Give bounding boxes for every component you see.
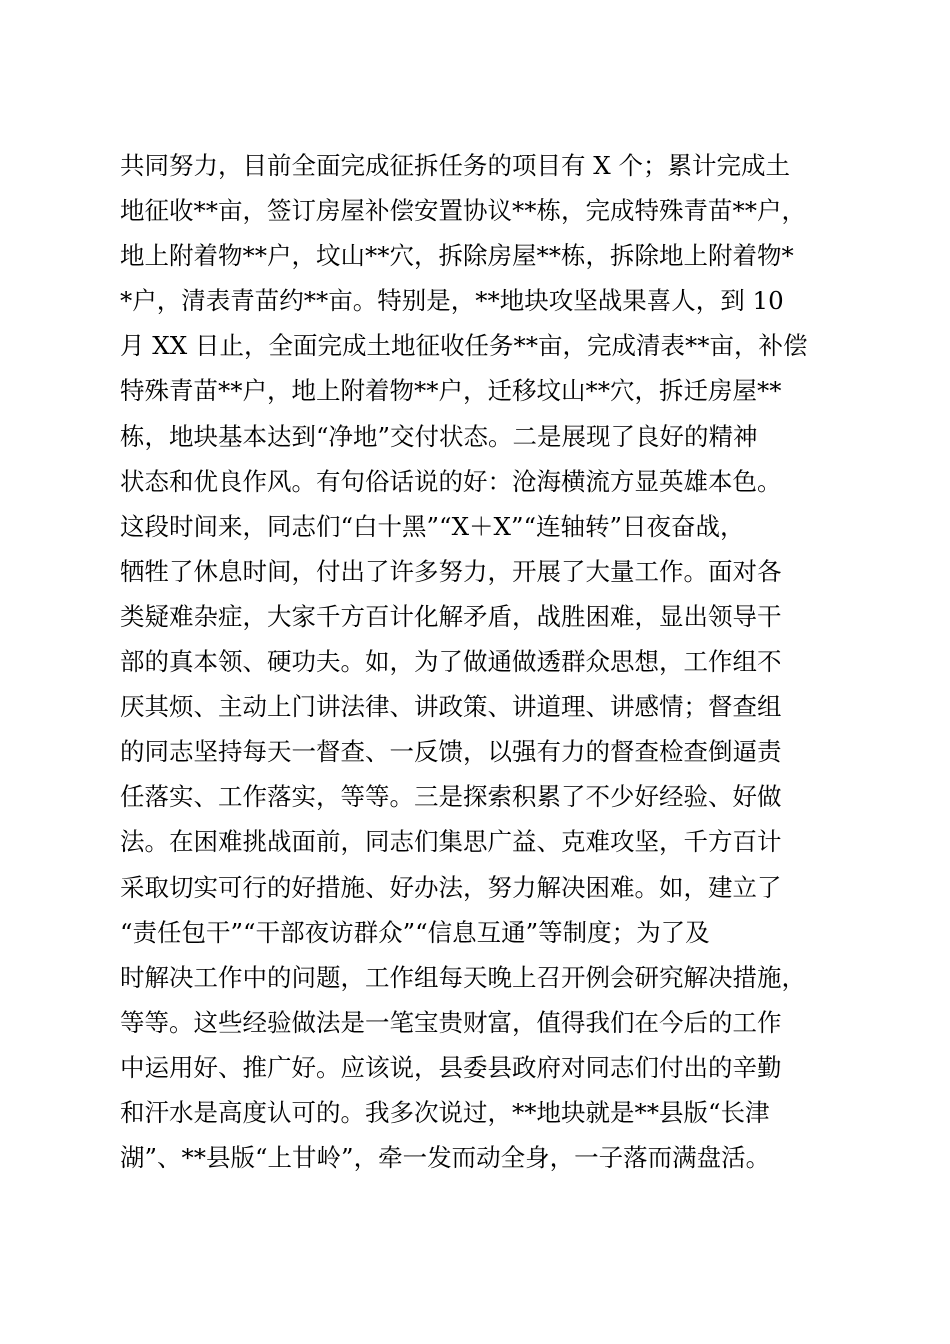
text-line: 部的真本领、硬功夫。如，为了做通做透群众思想，工作组不: [120, 647, 782, 677]
text-line: *户，清表青苗约**亩。特别是，**地块攻坚战果喜人，到 10: [120, 286, 784, 316]
text-line: “责任包干”“干部夜访群众”“信息互通”等制度；为了及: [120, 917, 710, 947]
text-line: 共同努力，目前全面完成征拆任务的项目有 X 个；累计完成土: [120, 151, 791, 180]
text-line: 湖”、**县版“上甘岭”，牵一发而动全身，一子落而满盘活。: [120, 1143, 771, 1173]
text-line: 等等。这些经验做法是一笔宝贵财富，值得我们在今后的工作: [120, 1007, 782, 1037]
text-line: 栋，地块基本达到“净地”交付状态。二是展现了良好的精神: [120, 421, 758, 451]
text-line: 时解决工作中的问题，工作组每天晚上召开例会研究解决措施，: [120, 962, 806, 992]
text-line: 任落实、工作落实，等等。三是探索积累了不少好经验、好做: [120, 782, 782, 812]
text-line: 法。在困难挑战面前，同志们集思广益、克难攻坚，千方百计: [120, 827, 782, 857]
text-line: 和汗水是高度认可的。我多次说过，**地块就是**县版“长津: [120, 1097, 770, 1127]
text-line: 中运用好、推广好。应该说，县委县政府对同志们付出的辛勤: [120, 1052, 782, 1082]
text-line: 地征收**亩，签订房屋补偿安置协议**栋，完成特殊青苗**户，: [120, 196, 806, 226]
body-paragraph: [120, 143, 840, 1180]
text-line: 地上附着物**户，坟山**穴，拆除房屋**栋，拆除地上附着物*: [120, 241, 794, 271]
text-line: 状态和优良作风。有句俗话说的好：沧海横流方显英雄本色。: [120, 466, 782, 496]
text-line: 牺牲了休息时间，付出了许多努力，开展了大量工作。面对各: [120, 556, 782, 586]
text-line: 特殊青苗**户，地上附着物**户，迁移坟山**穴，拆迁房屋**: [120, 376, 782, 406]
text-line: 类疑难杂症，大家千方百计化解矛盾，战胜困难，显出领导干: [120, 601, 782, 631]
text-line: 厌其烦、主动上门讲法律、讲政策、讲道理、讲感情；督查组: [120, 692, 782, 722]
text-line: 采取切实可行的好措施、好办法，努力解决困难。如，建立了: [120, 872, 782, 902]
text-line: 的同志坚持每天一督查、一反馈，以强有力的督查检查倒逼责: [120, 737, 782, 767]
text-line: 月 XX 日止，全面完成土地征收任务**亩，完成清表**亩，补偿: [120, 331, 808, 361]
text-line: 这段时间来，同志们“白十黑”“X＋X”“连轴转”日夜奋战，: [120, 511, 745, 541]
